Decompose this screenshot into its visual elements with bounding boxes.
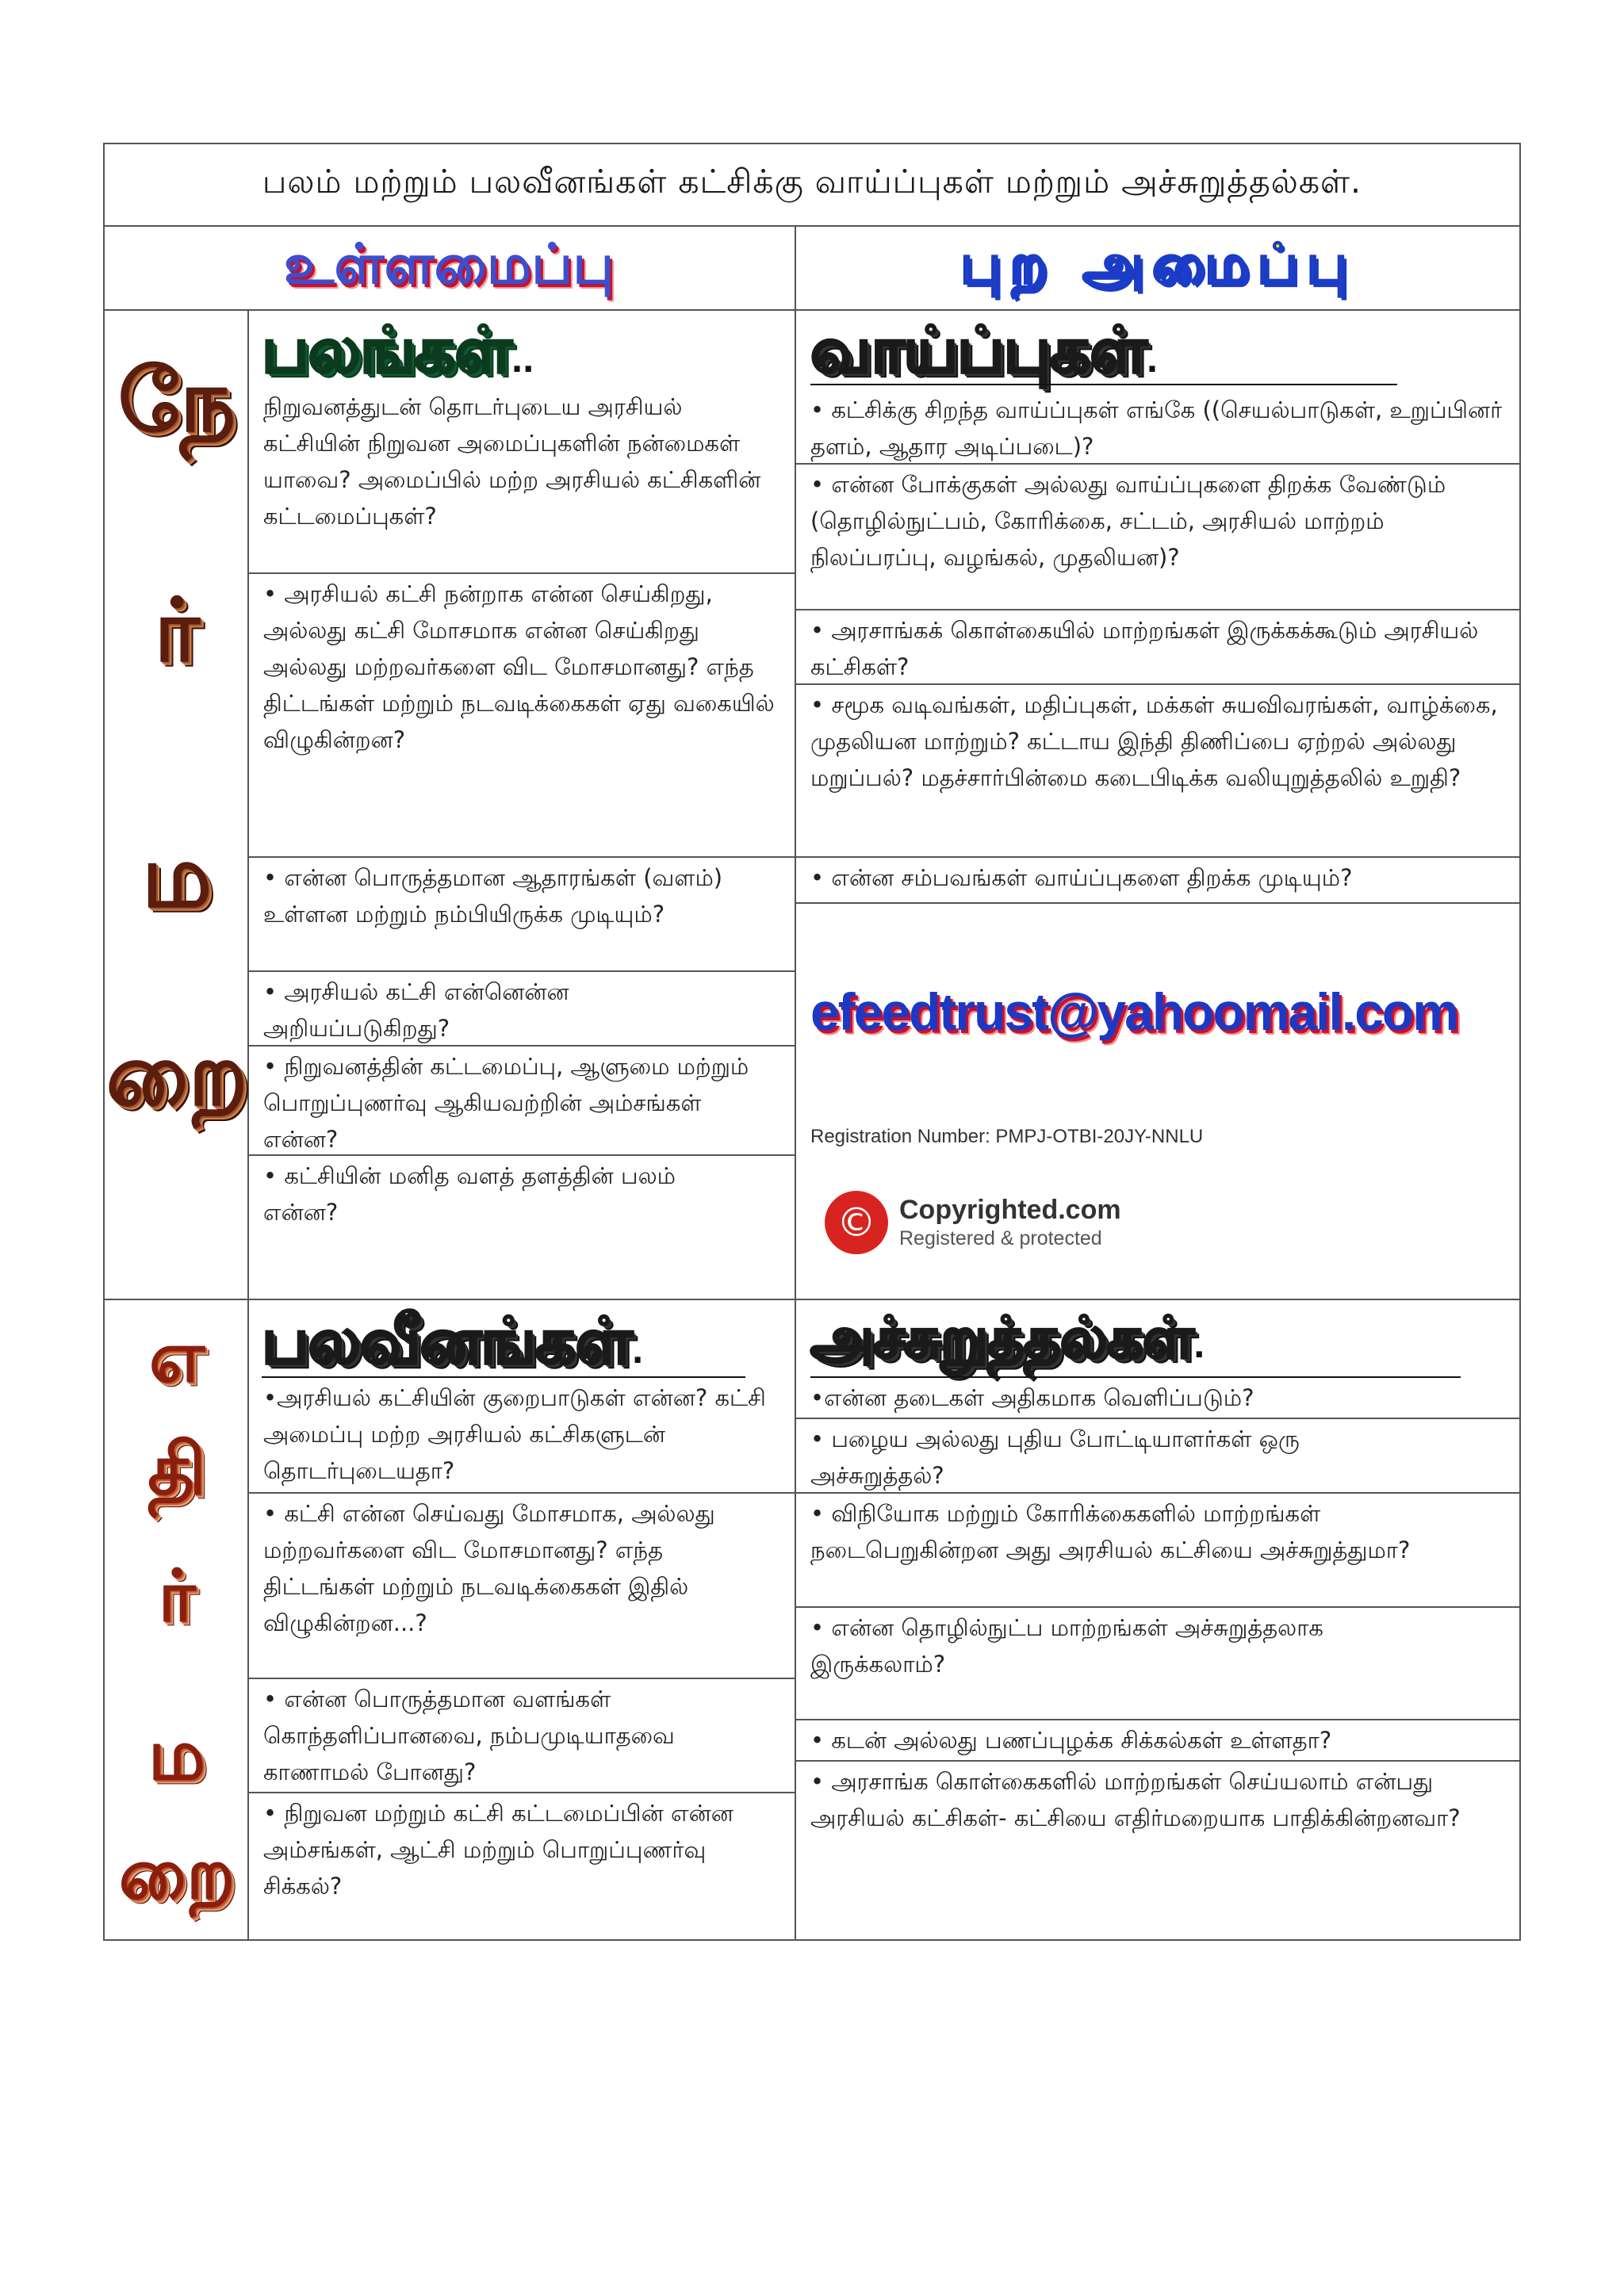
positive-label-char: ர் — [154, 579, 200, 681]
threat-item: • கடன் அல்லது பணப்புழக்க சிக்கல்கள் உள்ளதா? — [810, 1727, 1332, 1754]
copyright-title: Copyrighted.com — [899, 1195, 1121, 1225]
negative-label-char: றை — [118, 1831, 236, 1915]
negative-label-char: தி — [147, 1427, 206, 1511]
divider — [795, 1719, 1521, 1720]
strengths-heading: பலங்கள்.. — [262, 313, 534, 387]
weaknesses-heading: பலவீனங்கள். — [262, 1304, 643, 1378]
strength-item: • அரசியல் கட்சி என்னென்ன அறியப்படுகிறது? — [263, 978, 569, 1042]
divider — [247, 572, 795, 574]
negative-label-char: எ — [148, 1314, 205, 1399]
threat-item: • விநியோக மற்றும் கோரிக்கைகளில் மாற்றங்கள் நடைபெறுகின்றன அது அரசியல் கட்சியை அச்சுறுத்துமா? — [810, 1500, 1411, 1563]
copyright-icon: © — [825, 1191, 888, 1254]
divider — [795, 902, 1521, 904]
threat-item: •என்ன தடைகள் அதிகமாக வெளிப்படும்? — [810, 1384, 1254, 1411]
opportunity-item: • அரசாங்கக் கொள்கையில் மாற்றங்கள் இருக்கக்கூடும் அரசியல் கட்சிகள்? — [810, 617, 1479, 680]
opportunity-item: • கட்சிக்கு சிறந்த வாய்ப்புகள் எங்கே ((செயல்பாடுகள், உறுப்பினர் தளம், ஆதார அடிப்படை)? — [810, 396, 1503, 460]
strength-item: • என்ன பொருத்தமான ஆதாரங்கள் (வளம்) உள்ளன மற்றும் நம்பியிருக்க முடியும்? — [263, 864, 723, 928]
divider — [247, 856, 795, 858]
opportunity-item: • என்ன சம்பவங்கள் வாய்ப்புகளை திறக்க முடியும்? — [810, 864, 1353, 891]
threat-item: • பழைய அல்லது புதிய போட்டியாளர்கள் ஒரு அச்சுறுத்தல்? — [810, 1425, 1300, 1489]
divider — [247, 1678, 795, 1679]
weakness-item: •அரசியல் கட்சியின் குறைபாடுகள் என்ன? கட்சி அமைப்பு மற்ற அரசியல் கட்சிகளுடன் தொடர்புடையதா? — [263, 1384, 766, 1484]
page-title: பலம் மற்றும் பலவீனங்கள் கட்சிக்கு வாய்ப்புகள் மற்றும் அச்சுறுத்தல்கள். — [262, 163, 1362, 201]
divider — [795, 1606, 1521, 1608]
divider — [247, 1492, 795, 1494]
positive-label-char: ம — [141, 825, 213, 927]
opportunity-item: • சமூக வடிவங்கள், மதிப்புகள், மக்கள் சுயவிவரங்கள், வாழ்க்கை, முதலியன மாற்றும்? கட்டாய இந்தி திணிப்பை ஏற்றல் அல்லது மறுப்பல்? மதச்சார்பின்மை கடைபிடிக்க வலியுறுத்தலில் உறுதி? — [810, 691, 1498, 791]
weakness-item: • என்ன பொருத்தமான வளங்கள் கொந்தளிப்பானவை, நம்பமுடியாதவை காணாமல் போனது? — [263, 1686, 675, 1785]
threat-item: • அரசாங்க கொள்கைகளில் மாற்றங்கள் செய்யலாம் என்பது அரசியல் கட்சிகள்- கட்சியை எதிர்மறையாக பாதிக்கின்றனவா? — [810, 1768, 1461, 1831]
threat-item: • என்ன தொழில்நுட்ப மாற்றங்கள் அச்சுறுத்தலாக இருக்கலாம்? — [810, 1614, 1323, 1678]
external-banner: புற அமைப்பு — [959, 231, 1356, 297]
registration-number: Registration Number: PMPJ-OTBI-20JY-NNLU — [810, 1126, 1204, 1147]
opportunity-item: • என்ன போக்குகள் அல்லது வாய்ப்புகளை திறக்க வேண்டும் (தொழில்நுட்பம், கோரிக்கை, சட்டம், அரசியல் மாற்றம் நிலப்பரப்பு, வழங்கல், முதலியன)? — [810, 471, 1446, 571]
strength-item: • அரசியல் கட்சி நன்றாக என்ன செய்கிறது, அல்லது கட்சி மோசமாக என்ன செய்கிறது அல்லது மற்றவர்களை விட மோசமானது? எந்த திட்டங்கள் மற்றும் நடவடிக்கைகள் ஏது வகையில் விழுகின்றன? — [263, 580, 775, 753]
negative-label-char: ர் — [158, 1554, 196, 1638]
divider — [795, 856, 1521, 858]
heading-underline — [810, 1376, 1461, 1378]
divider — [103, 1299, 1521, 1300]
divider — [103, 309, 1521, 311]
divider — [795, 225, 796, 1941]
weakness-item: • நிறுவன மற்றும் கட்சி கட்டமைப்பின் என்ன அம்சங்கள், ஆட்சி மற்றும் பொறுப்புணர்வு சிக்கல்? — [263, 1800, 733, 1900]
strength-item: • கட்சியின் மனித வளத் தளத்தின் பலம் என்ன? — [263, 1162, 676, 1226]
divider — [795, 1418, 1521, 1419]
positive-label-char: றை — [105, 1023, 248, 1125]
opportunities-heading: வாய்ப்புகள். — [810, 313, 1158, 387]
copyright-badge — [825, 1191, 1121, 1254]
divider — [247, 970, 795, 972]
heading-underline — [262, 1376, 745, 1378]
copyright-subtitle: Registered & protected — [899, 1227, 1102, 1249]
positive-label-char: நே — [117, 349, 236, 451]
watermark-email: efeedtrust@yahoomail.com — [810, 982, 1457, 1041]
divider — [247, 1792, 795, 1793]
strength-item: • நிறுவனத்தின் கட்டமைப்பு, ஆளுமை மற்றும் பொறுப்புணர்வு ஆகியவற்றின் அம்சங்கள் என்ன? — [263, 1053, 749, 1153]
strength-item: நிறுவனத்துடன் தொடர்புடைய அரசியல் கட்சியின் நிறுவன அமைப்புகளின் நன்மைகள் யாவை? அமைப்பில் மற்ற அரசியல் கட்சிகளின் கட்டமைப்புகள்? — [263, 393, 761, 530]
divider — [795, 1760, 1521, 1762]
divider — [795, 609, 1521, 610]
threats-heading: அச்சுறுத்தல்கள். — [810, 1304, 1205, 1371]
negative-label-char: ம — [147, 1712, 206, 1797]
internal-banner: உள்ளமைப்பு — [283, 231, 615, 297]
weakness-item: • கட்சி என்ன செய்வது மோசமாக, அல்லது மற்றவர்களை விட மோசமானது? எந்த திட்டங்கள் மற்றும் நடவடிக்கைகள் இதில் விழுகின்றன...? — [263, 1500, 715, 1636]
heading-underline — [810, 384, 1397, 385]
